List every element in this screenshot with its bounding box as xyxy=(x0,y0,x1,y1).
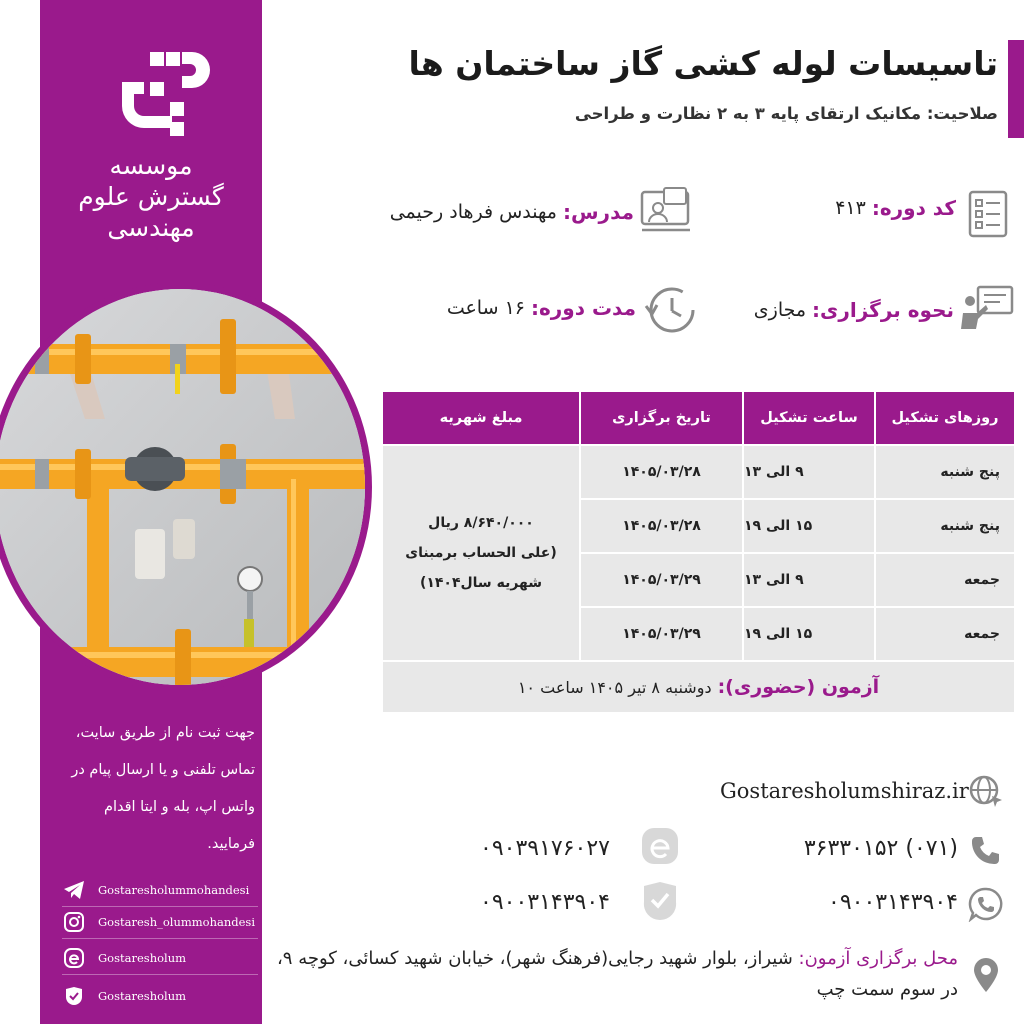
page-title: تاسیسات لوله کشی گاز ساختمان ها xyxy=(408,44,998,83)
social-link-telegram[interactable] xyxy=(62,877,262,903)
divider xyxy=(62,974,258,975)
clock-icon xyxy=(644,284,696,336)
institute-name-line: موسسه xyxy=(109,151,193,180)
course-teacher xyxy=(390,200,634,224)
institute-name-line: مهندسی xyxy=(107,213,195,242)
bale-icon xyxy=(62,984,86,1008)
social-handle: Gostaresholum xyxy=(98,989,187,1003)
eitaa-icon xyxy=(640,826,680,866)
cell-day: جمعه xyxy=(874,608,1014,660)
course-code-label: کد دوره: xyxy=(871,196,956,220)
table-row xyxy=(579,606,1014,660)
phone-landline[interactable]: (۰۷۱) ۳۶۳۳۰۱۵۲ xyxy=(803,836,958,861)
whatsapp-icon xyxy=(968,886,1004,922)
cell-day: جمعه xyxy=(874,554,1014,606)
cell-date: ۱۴۰۵/۰۳/۲۸ xyxy=(579,446,742,498)
table-row xyxy=(579,444,1014,498)
column-header: ساعت تشکیل xyxy=(742,392,874,444)
globe-icon xyxy=(968,774,1004,810)
cell-fee xyxy=(383,444,579,660)
cell-date: ۱۴۰۵/۰۳/۲۸ xyxy=(579,500,742,552)
institute-name-line: گسترش علوم xyxy=(78,182,224,211)
table-rows xyxy=(579,444,1014,660)
telegram-icon xyxy=(62,878,86,902)
social-handle: Gostaresh_olummohandesi xyxy=(98,915,256,929)
address-label: محل برگزاری آزمون: xyxy=(798,948,958,969)
social-handle: Gostaresholummohandesi xyxy=(98,883,250,897)
cell-day: پنج شنبه xyxy=(874,500,1014,552)
title-accent-bar xyxy=(1008,40,1024,138)
table-header xyxy=(383,392,1014,444)
exam-value: دوشنبه ۸ تیر ۱۴۰۵ ساعت ۱۰ xyxy=(517,677,712,697)
gas-pipes-photo xyxy=(0,282,372,692)
mode-value: مجازی xyxy=(753,299,807,321)
bale-number[interactable]: ۰۹۰۰۳۱۴۳۹۰۴ xyxy=(480,890,610,915)
fee-line: (علی الحساب برمبنای xyxy=(405,545,557,561)
table-row xyxy=(579,498,1014,552)
exam-row xyxy=(383,660,1014,712)
course-code-value: ۴۱۳ xyxy=(835,197,866,219)
course-duration xyxy=(447,296,636,320)
institute-logo xyxy=(120,48,210,138)
social-link-instagram[interactable] xyxy=(62,909,262,935)
location-pin-icon xyxy=(972,956,1000,994)
duration-value: ۱۶ ساعت xyxy=(446,297,525,319)
phone-icon xyxy=(970,834,1002,866)
fee-line: ۸/۶۴۰/۰۰۰ ریال xyxy=(428,515,534,531)
cell-time: ۱۵ الی ۱۹ xyxy=(742,608,874,660)
column-header: مبلغ شهریه xyxy=(383,392,579,444)
cell-time: ۱۵ الی ۱۹ xyxy=(742,500,874,552)
course-mode xyxy=(754,298,954,322)
eitaa-icon xyxy=(62,946,86,970)
page-subtitle: صلاحیت: مکانیک ارتقای پایه ۳ به ۲ نظارت و طراحی xyxy=(574,104,998,123)
fee-line: شهریه سال۱۴۰۴) xyxy=(419,575,543,591)
table-body xyxy=(383,444,1014,660)
instagram-icon xyxy=(62,910,86,934)
cell-date: ۱۴۰۵/۰۳/۲۹ xyxy=(579,554,742,606)
course-code xyxy=(835,196,956,220)
whatsapp-number[interactable]: ۰۹۰۰۳۱۴۳۹۰۴ xyxy=(828,890,958,915)
social-link-bale[interactable] xyxy=(62,983,262,1009)
mode-label: نحوه برگزاری: xyxy=(812,298,954,322)
teacher-label: مدرس: xyxy=(562,200,634,224)
divider xyxy=(62,938,258,939)
teacher-value: مهندس فرهاد رحیمی xyxy=(389,201,557,223)
column-header: تاریخ برگزاری xyxy=(579,392,742,444)
cell-time: ۹ الی ۱۳ xyxy=(742,554,874,606)
cell-date: ۱۴۰۵/۰۳/۲۹ xyxy=(579,608,742,660)
schedule-table xyxy=(383,392,1014,712)
column-header: روزهای تشکیل xyxy=(874,392,1014,444)
address-value: شیراز، بلوار شهید رجایی(فرهنگ شهر)، خیابان شهید کسائی، کوچه ۹، در سوم سمت چپ xyxy=(276,948,958,1000)
social-handle: Gostaresholum xyxy=(98,951,187,965)
website-link[interactable]: Gostaresholumshiraz.ir xyxy=(720,779,969,803)
social-link-eitaa[interactable] xyxy=(62,945,262,971)
bale-icon xyxy=(640,880,680,922)
cell-day: پنج شنبه xyxy=(874,446,1014,498)
presentation-icon xyxy=(958,283,1016,333)
instructor-icon xyxy=(640,186,692,234)
institute-name xyxy=(40,150,262,243)
registration-instructions: جهت ثبت نام از طریق سایت، تماس تلفنی و یا ارسال پیام در واتس اپ، بله و ایتا اقدام فرمایید. xyxy=(71,725,255,852)
table-row xyxy=(579,552,1014,606)
exam-label: آزمون (حضوری): xyxy=(717,676,880,698)
cell-time: ۹ الی ۱۳ xyxy=(742,446,874,498)
duration-label: مدت دوره: xyxy=(530,296,636,320)
checklist-icon xyxy=(966,190,1010,238)
divider xyxy=(62,906,258,907)
exam-address xyxy=(258,943,958,1005)
eitaa-number[interactable]: ۰۹۰۳۹۱۷۶۰۲۷ xyxy=(480,836,610,861)
